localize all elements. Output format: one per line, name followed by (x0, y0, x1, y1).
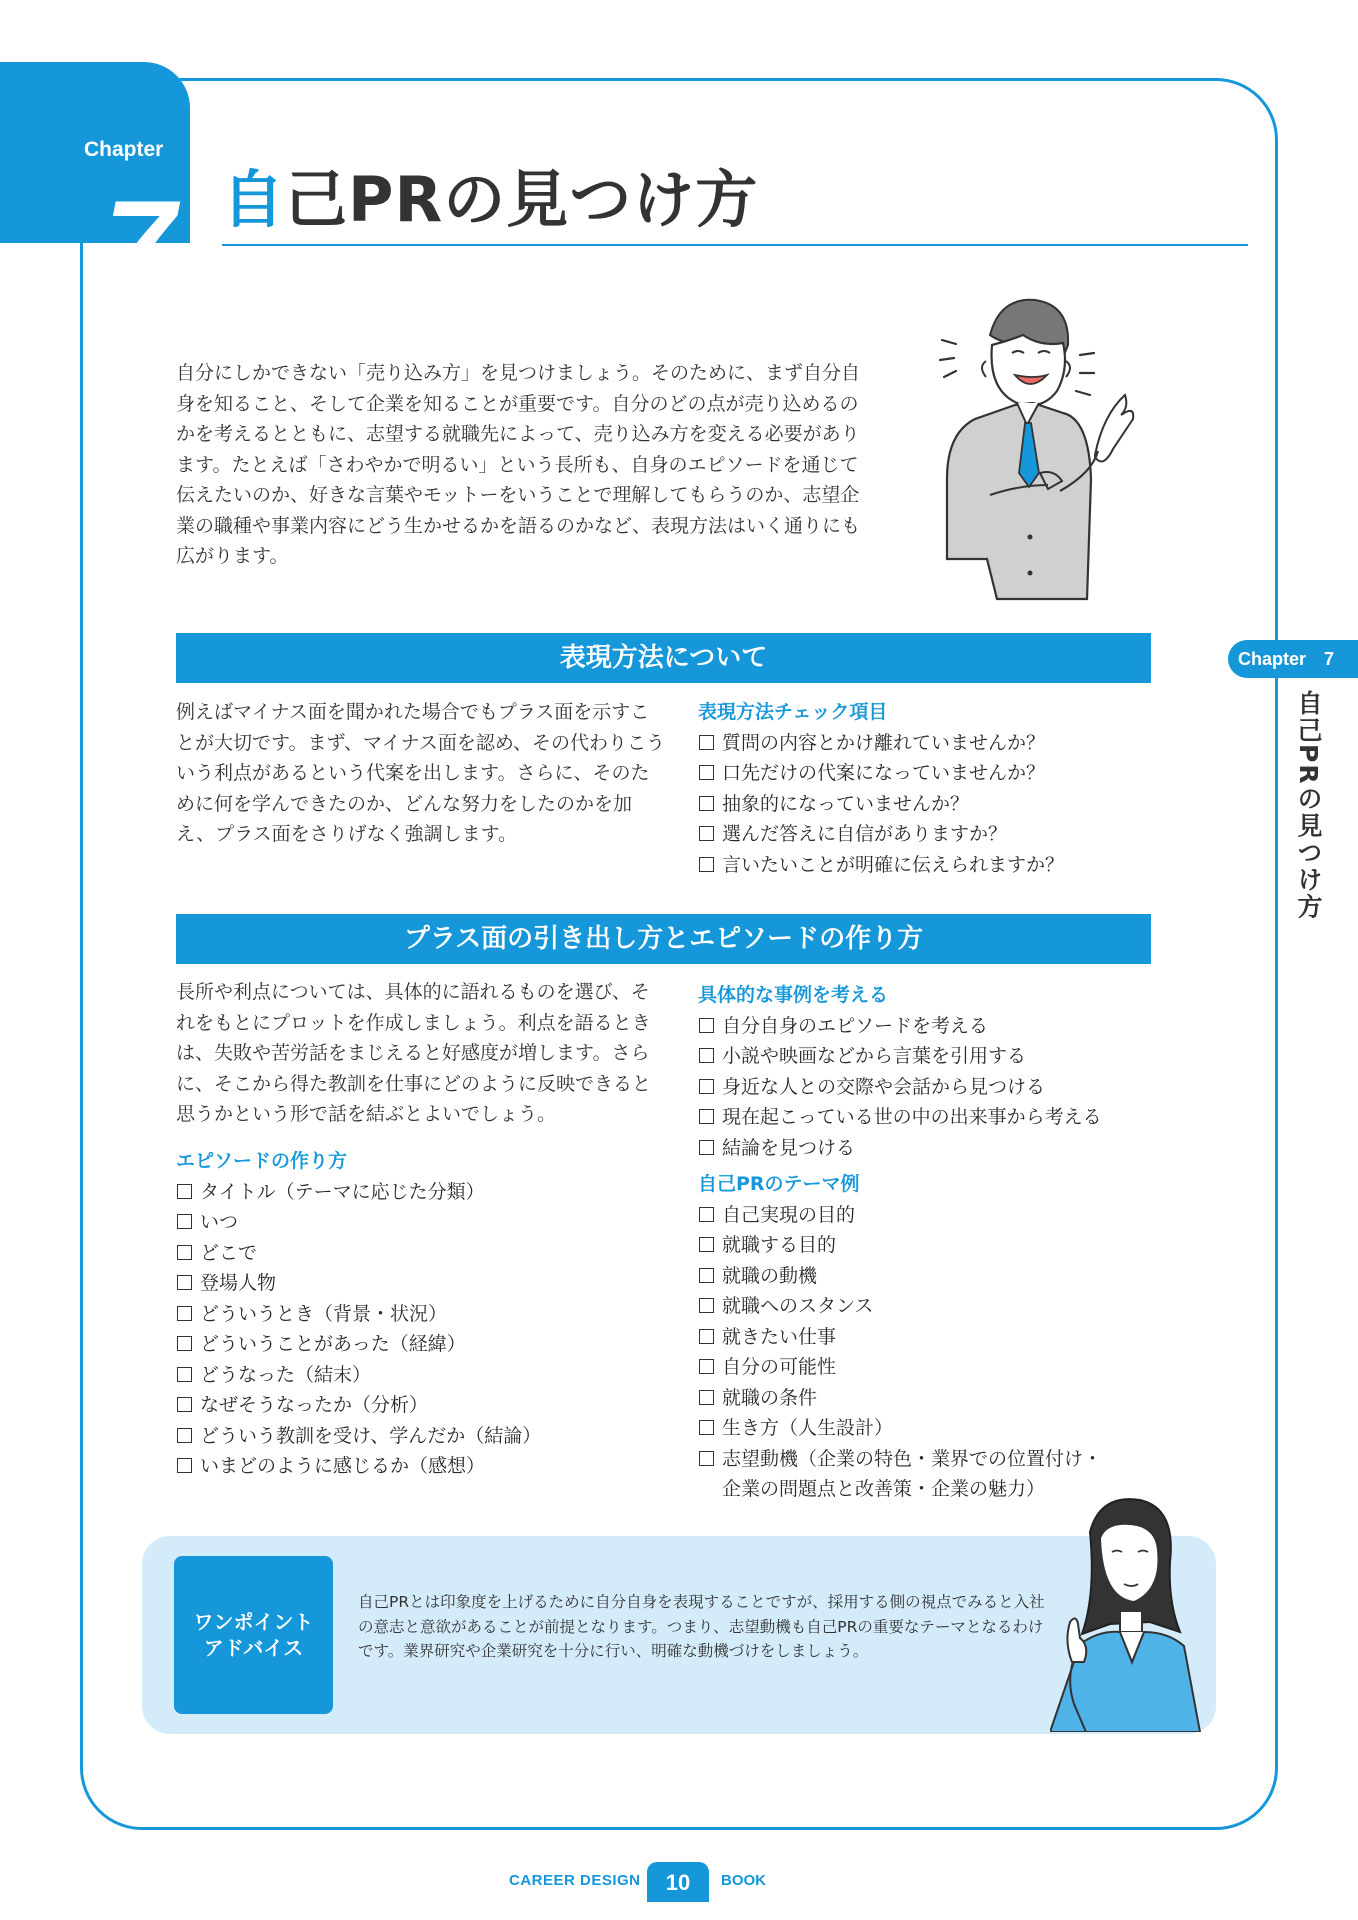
theme-item: 志望動機（企業の特色・業界での位置付け・ (698, 1444, 1158, 1475)
advice-text: 自己PRとは印象度を上げるために自分自身を表現することですが、採用する側の視点でみると入社の意志と意欲があることが前提となります。つまり、志望動機も自己PRの重要なテーマとなるわけです。業界研究や企業研究を十分に行い、明確な動機づけをしましょう。 (358, 1593, 1045, 1660)
example-block (698, 980, 1158, 1505)
chapter-tab (0, 62, 190, 318)
check-item: 選んだ答えに自信がありますか？ (698, 819, 1138, 850)
check-item: 口先だけの代案になっていませんか？ (698, 758, 1138, 789)
intro-text: 自分にしかできない「売り込み方」を見つけましょう。そのために、まず自分自身を知ること、そして企業を知ることが重要です。自分のどの点が売り込めるのかを考えるとともに、志望する就職先によって、売り込み方を変える必要があります。たとえば「さわやかで明るい」という長所も、自身のエピソードを通じて伝えたいのか、好きな言葉やモットーをいうことで理解してもらうのか、志望企業の職種や事業内容にどう生かせるかを語るのかなど、表現方法はいく通りにも広がります。 (176, 362, 861, 567)
episode-block (176, 1146, 656, 1482)
footer (0, 1862, 1358, 1902)
theme-list (698, 1200, 1158, 1505)
theme-item: 就きたい仕事 (698, 1322, 1158, 1353)
page-title (222, 160, 758, 240)
page-title-rest: 己PRの見つけ方 (285, 163, 759, 236)
check-item: 質問の内容とかけ離れていませんか？ (698, 728, 1138, 759)
advice-badge (174, 1556, 333, 1714)
theme-item: 就職の条件 (698, 1383, 1158, 1414)
example-title: 具体的な事例を考える (698, 984, 889, 1006)
theme-item: 自己実現の目的 (698, 1200, 1158, 1231)
theme-item: 就職へのスタンス (698, 1291, 1158, 1322)
side-chapter-title: 自己PRの見つけ方 (1294, 690, 1323, 921)
theme-item-continuation: 企業の問題点と改善策・企業の魅力） (722, 1478, 1046, 1500)
section-heading-expression: 表現方法について (176, 633, 1151, 683)
episode-item: 登場人物 (176, 1268, 656, 1299)
section-heading-episode: プラス面の引き出し方とエピソードの作り方 (176, 914, 1151, 964)
check-list (698, 728, 1138, 881)
check-item: 抽象的になっていませんか？ (698, 789, 1138, 820)
episode-list (176, 1177, 656, 1482)
example-item: 身近な人との交際や会話から見つける (698, 1072, 1158, 1103)
side-chapter-tab: Chapter 7 (1228, 640, 1358, 678)
page-number: 10 (647, 1862, 709, 1902)
episode-item: いまどのように感じるか（感想） (176, 1451, 656, 1482)
section1-body: 例えばマイナス面を聞かれた場合でもプラス面を示すことが大切です。まず、マイナス面を認め、その代わりこういう利点があるという代案を出します。さらに、そのために何を学んできたのか、どんな努力をしたのかを加え、プラス面をさりげなく強調します。 (176, 701, 666, 845)
chapter-label: Chapter (84, 138, 164, 161)
theme-item: 就職の動機 (698, 1261, 1158, 1292)
episode-item: どうなった（結末） (176, 1360, 656, 1391)
theme-item: 生き方（人生設計） (698, 1413, 1158, 1444)
section1-checklist (698, 697, 1138, 880)
example-item: 自分自身のエピソードを考える (698, 1011, 1158, 1042)
example-item: 小説や映画などから言葉を引用する (698, 1041, 1158, 1072)
episode-title: エピソードの作り方 (176, 1150, 348, 1172)
chapter-number: 7 (104, 175, 176, 318)
theme-item: 就職する目的 (698, 1230, 1158, 1261)
example-item: 結論を見つける (698, 1133, 1158, 1164)
episode-item: いつ (176, 1207, 656, 1238)
footer-left-text: CAREER DESIGN (509, 1872, 641, 1889)
example-item: 現在起こっている世の中の出来事から考える (698, 1102, 1158, 1133)
episode-item: どういうことがあった（経緯） (176, 1329, 656, 1360)
businesswoman-illustration (1050, 1492, 1210, 1732)
advice-badge-line1: ワンポイント (193, 1610, 314, 1634)
episode-item: どういうとき（背景・状況） (176, 1299, 656, 1330)
episode-item: タイトル（テーマに応じた分類） (176, 1177, 656, 1208)
check-item: 言いたいことが明確に伝えられますか？ (698, 850, 1138, 881)
theme-title: 自己PRのテーマ例 (698, 1173, 860, 1195)
theme-item: 自分の可能性 (698, 1352, 1158, 1383)
episode-item: どういう教訓を受け、学んだか（結論） (176, 1421, 656, 1452)
example-list (698, 1011, 1158, 1164)
section2-body: 長所や利点については、具体的に語れるものを選び、それをもとにプロットを作成しましょう。利点を語るときは、失敗や苦労話をまじえると好感度が増します。さらに、そこから得た教訓を仕事にどのように反映できると思うかという形で話を結ぶとよいでしょう。 (176, 981, 652, 1125)
title-rule (222, 244, 1248, 246)
page-title-accent: 自 (222, 163, 286, 236)
episode-item: なぜそうなったか（分析） (176, 1390, 656, 1421)
check-title: 表現方法チェック項目 (698, 701, 888, 723)
businessman-illustration (920, 295, 1140, 610)
advice-badge-line2: アドバイス (203, 1636, 304, 1660)
footer-right-text: BOOK (721, 1872, 766, 1889)
episode-item: どこで (176, 1238, 656, 1269)
